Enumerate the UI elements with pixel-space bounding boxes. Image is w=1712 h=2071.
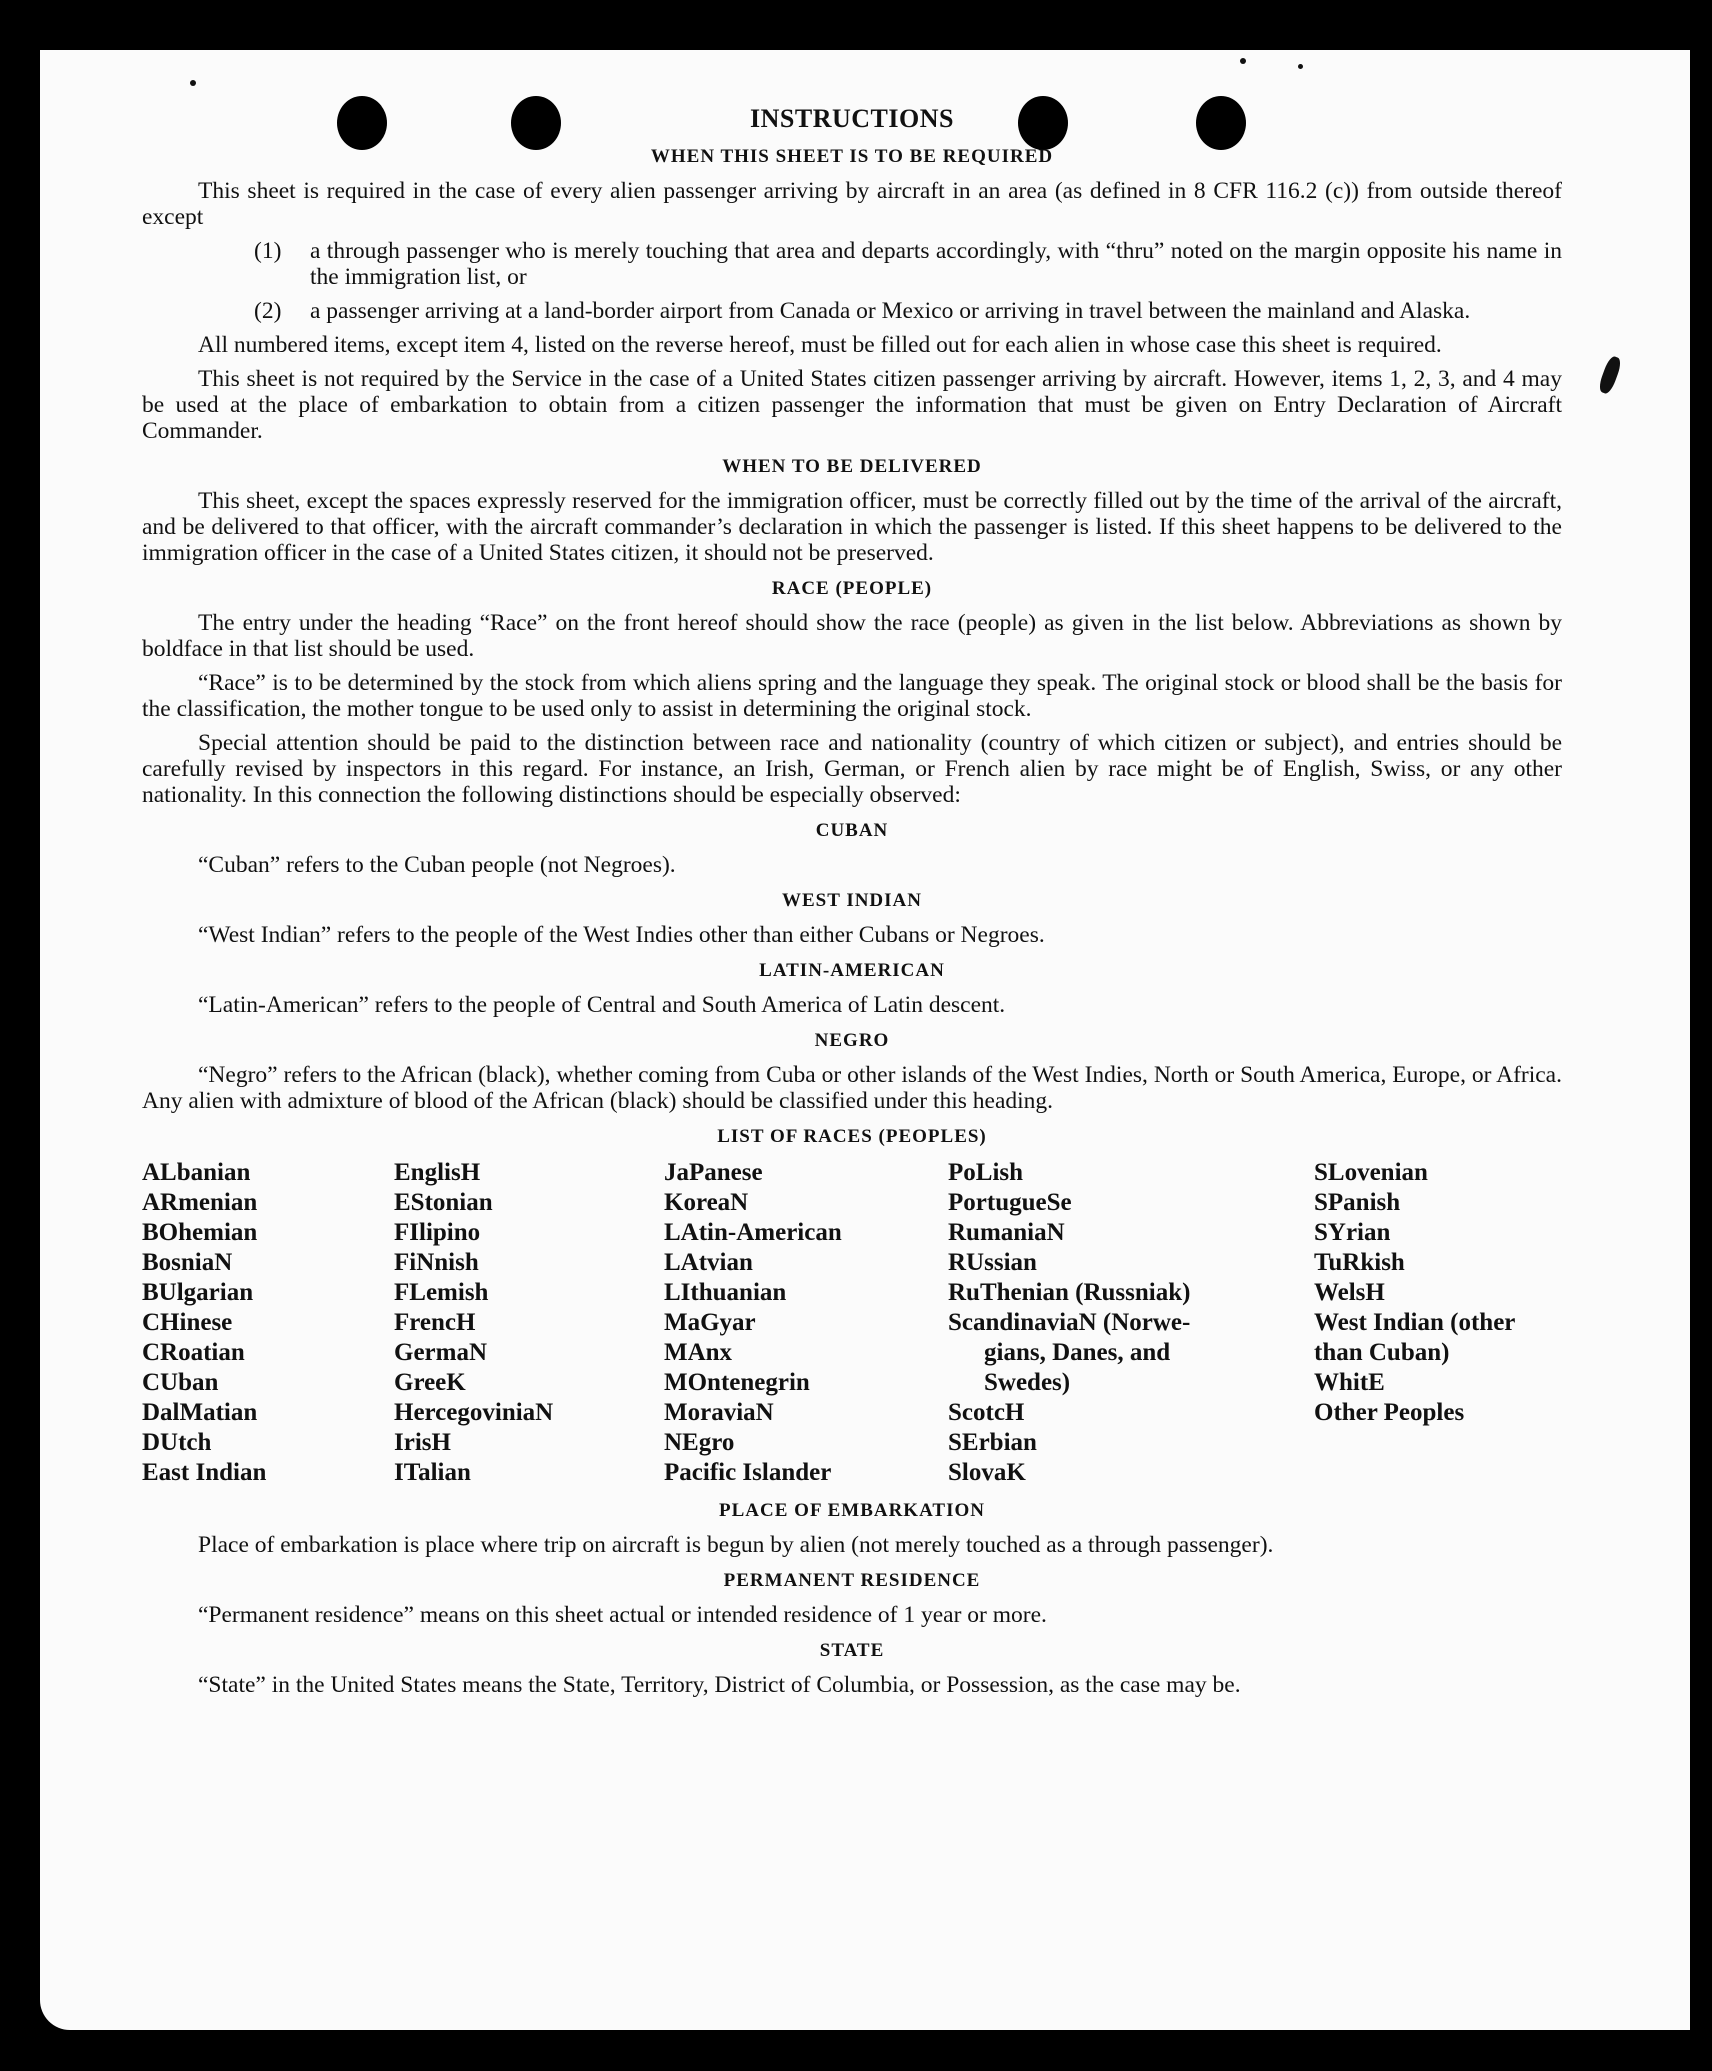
race-entry: Other Peoples — [1314, 1399, 1465, 1426]
ink-speck — [1298, 64, 1303, 69]
section-heading: PERMANENT RESIDENCE — [723, 1570, 981, 1591]
race-entry: FLemish — [394, 1279, 489, 1306]
race-entry: NEgro — [664, 1429, 735, 1456]
race-entry: TuRkish — [1314, 1249, 1405, 1276]
race-entry: than Cuban) — [1314, 1339, 1450, 1366]
race-entry: DalMatian — [142, 1399, 258, 1426]
page-title: INSTRUCTIONS — [750, 104, 954, 133]
races-column — [394, 1158, 664, 1488]
paragraph: Place of embarkation is place where trip on aircraft is begun by alien (not merely touched as a through passenger). — [198, 1532, 1274, 1558]
section-heading: WHEN TO BE DELIVERED — [722, 456, 982, 477]
race-entry: ALbanian — [142, 1159, 251, 1186]
section-heading: WHEN THIS SHEET IS TO BE REQUIRED — [650, 146, 1054, 167]
race-entry: East Indian — [142, 1459, 267, 1486]
paragraph: “Negro” refers to the African (black), whether coming from Cuba or other islands of the West Indies, North or South America, Europe, or Africa. Any alien with admixture of blood of the African (black) should be classified under this heading. — [142, 1062, 1562, 1114]
race-entry: ScandinaviaN (Norwe- — [948, 1309, 1191, 1336]
section-heading: NEGRO — [814, 1030, 890, 1051]
race-entry: West Indian (other — [1314, 1309, 1516, 1336]
race-entry: MaGyar — [664, 1309, 756, 1336]
paragraph: Special attention should be paid to the distinction between race and nationality (country of which citizen or subject), and entries should be carefully revised by inspectors in this regard. For instance, an Irish, German, or French alien by race might be of English, Swiss, or any other nationality. In this connection the following distinctions should be especially observed: — [142, 730, 1562, 808]
section-heading: LIST OF RACES (PEOPLES) — [717, 1126, 987, 1147]
list-item — [254, 238, 1562, 290]
paragraph: “Race” is to be determined by the stock from which aliens spring and the language they speak. The original stock or blood shall be the basis for the classification, the mother tongue to be used only to assist in determining the original stock. — [142, 670, 1562, 722]
race-entry: IrisH — [394, 1429, 451, 1456]
paragraph: The entry under the heading “Race” on the front hereof should show the race (people) as given in the list below. Abbreviations as shown by boldface in that list should be used. — [142, 610, 1562, 662]
race-entry: PortugueSe — [948, 1189, 1072, 1216]
race-entry: LAtin-American — [664, 1219, 842, 1246]
race-entry: SlovaK — [948, 1459, 1026, 1486]
race-entry: RUssian — [948, 1249, 1037, 1276]
race-entry: ARmenian — [142, 1189, 258, 1216]
race-entry: EStonian — [394, 1189, 493, 1216]
races-column — [142, 1158, 394, 1488]
race-entry: SPanish — [1314, 1189, 1401, 1216]
race-entry: LIthuanian — [664, 1279, 787, 1306]
race-entry: BosniaN — [142, 1249, 233, 1276]
item-number: (1) — [254, 238, 282, 264]
race-entry: WelsH — [1314, 1279, 1385, 1306]
race-entry: LAtvian — [664, 1249, 753, 1276]
paragraph: This sheet is not required by the Service in the case of a United States citizen passenger arriving by aircraft. However, items 1, 2, 3, and 4 may be used at the place of embarkation to obtain from a citizen passenger the information that must be given on Entry Declaration of Aircraft Commander. — [142, 366, 1562, 444]
section-heading: STATE — [819, 1640, 885, 1661]
paragraph: This sheet, except the spaces expressly reserved for the immigration officer, must be correctly filled out by the time of the arrival of the aircraft, and be delivered to that officer, with the aircraft commander’s declaration in which the passenger is listed. If this sheet happens to be delivered to the immigration officer in the case of a United States citizen, it should not be preserved. — [142, 488, 1562, 566]
item-number: (2) — [254, 298, 282, 324]
race-entry: PoLish — [948, 1159, 1024, 1186]
section-heading: WEST INDIAN — [782, 890, 922, 911]
section-heading: CUBAN — [815, 820, 889, 841]
race-entry: gians, Danes, and — [984, 1339, 1171, 1366]
section-heading: PLACE OF EMBARKATION — [719, 1500, 985, 1521]
paragraph: “Cuban” refers to the Cuban people (not Negroes). — [198, 852, 676, 878]
race-entry: SLovenian — [1314, 1159, 1428, 1186]
race-entry: Pacific Islander — [664, 1459, 832, 1486]
race-entry: WhitE — [1314, 1369, 1385, 1396]
race-entry: MAnx — [664, 1339, 733, 1366]
section-heading: LATIN-AMERICAN — [759, 960, 945, 981]
paragraph: “Permanent residence” means on this sheet actual or intended residence of 1 year or more. — [198, 1602, 1047, 1628]
race-entry: ITalian — [394, 1459, 471, 1486]
race-entry: CRoatian — [142, 1339, 245, 1366]
paragraph: “Latin-American” refers to the people of Central and South America of Latin descent. — [198, 992, 1006, 1018]
race-entry: FrencH — [394, 1309, 476, 1336]
section-heading: RACE (PEOPLE) — [771, 578, 933, 599]
paragraph: All numbered items, except item 4, listed on the reverse hereof, must be filled out for each alien in whose case this sheet is required. — [198, 332, 1442, 358]
paragraph: “West Indian” refers to the people of the West Indies other than either Cubans or Negroes. — [198, 922, 1045, 948]
race-entry: KoreaN — [664, 1189, 749, 1216]
race-entry: SYrian — [1314, 1219, 1391, 1246]
race-entry: RumaniaN — [948, 1219, 1065, 1246]
paragraph: “State” in the United States means the State, Territory, District of Columbia, or Possession, as the case may be. — [198, 1672, 1241, 1698]
races-column — [1314, 1158, 1562, 1488]
race-entry: CUban — [142, 1369, 219, 1396]
races-column — [664, 1158, 948, 1488]
race-entry: CHinese — [142, 1309, 233, 1336]
race-entry: BOhemian — [142, 1219, 258, 1246]
race-entry: GreeK — [394, 1369, 466, 1396]
race-entry: RuThenian (Russniak) — [948, 1279, 1191, 1306]
race-entry: DUtch — [142, 1429, 212, 1456]
race-entry: JaPanese — [664, 1159, 763, 1186]
item-text: a through passenger who is merely touching that area and departs accordingly, with “thru” noted on the margin opposite his name in the immigration list, or — [310, 238, 1562, 290]
race-entry: FiNnish — [394, 1249, 479, 1276]
instructions-content — [142, 100, 1562, 1706]
race-entry: ScotcH — [948, 1399, 1025, 1426]
paragraph: This sheet is required in the case of every alien passenger arriving by aircraft in an area (as defined in 8 CFR 116.2 (c)) from outside thereof except — [142, 178, 1562, 230]
ink-speck — [190, 80, 196, 86]
race-entry: MoraviaN — [664, 1399, 774, 1426]
race-entry: HercegoviniaN — [394, 1399, 554, 1426]
races-column — [948, 1158, 1314, 1488]
list-item — [254, 298, 1562, 324]
race-entry: BUlgarian — [142, 1279, 254, 1306]
race-entry: SErbian — [948, 1429, 1037, 1456]
ink-speck — [1240, 58, 1246, 64]
ink-speck — [1597, 355, 1623, 395]
race-entry: MOntenegrin — [664, 1369, 810, 1396]
races-list — [142, 1158, 1562, 1488]
race-entry: GermaN — [394, 1339, 488, 1366]
race-entry: EnglisH — [394, 1159, 481, 1186]
race-entry: Swedes) — [984, 1369, 1071, 1396]
item-text: a passenger arriving at a land-border airport from Canada or Mexico or arriving in travel between the mainland and Alaska. — [310, 298, 1471, 324]
race-entry: FIlipino — [394, 1219, 481, 1246]
